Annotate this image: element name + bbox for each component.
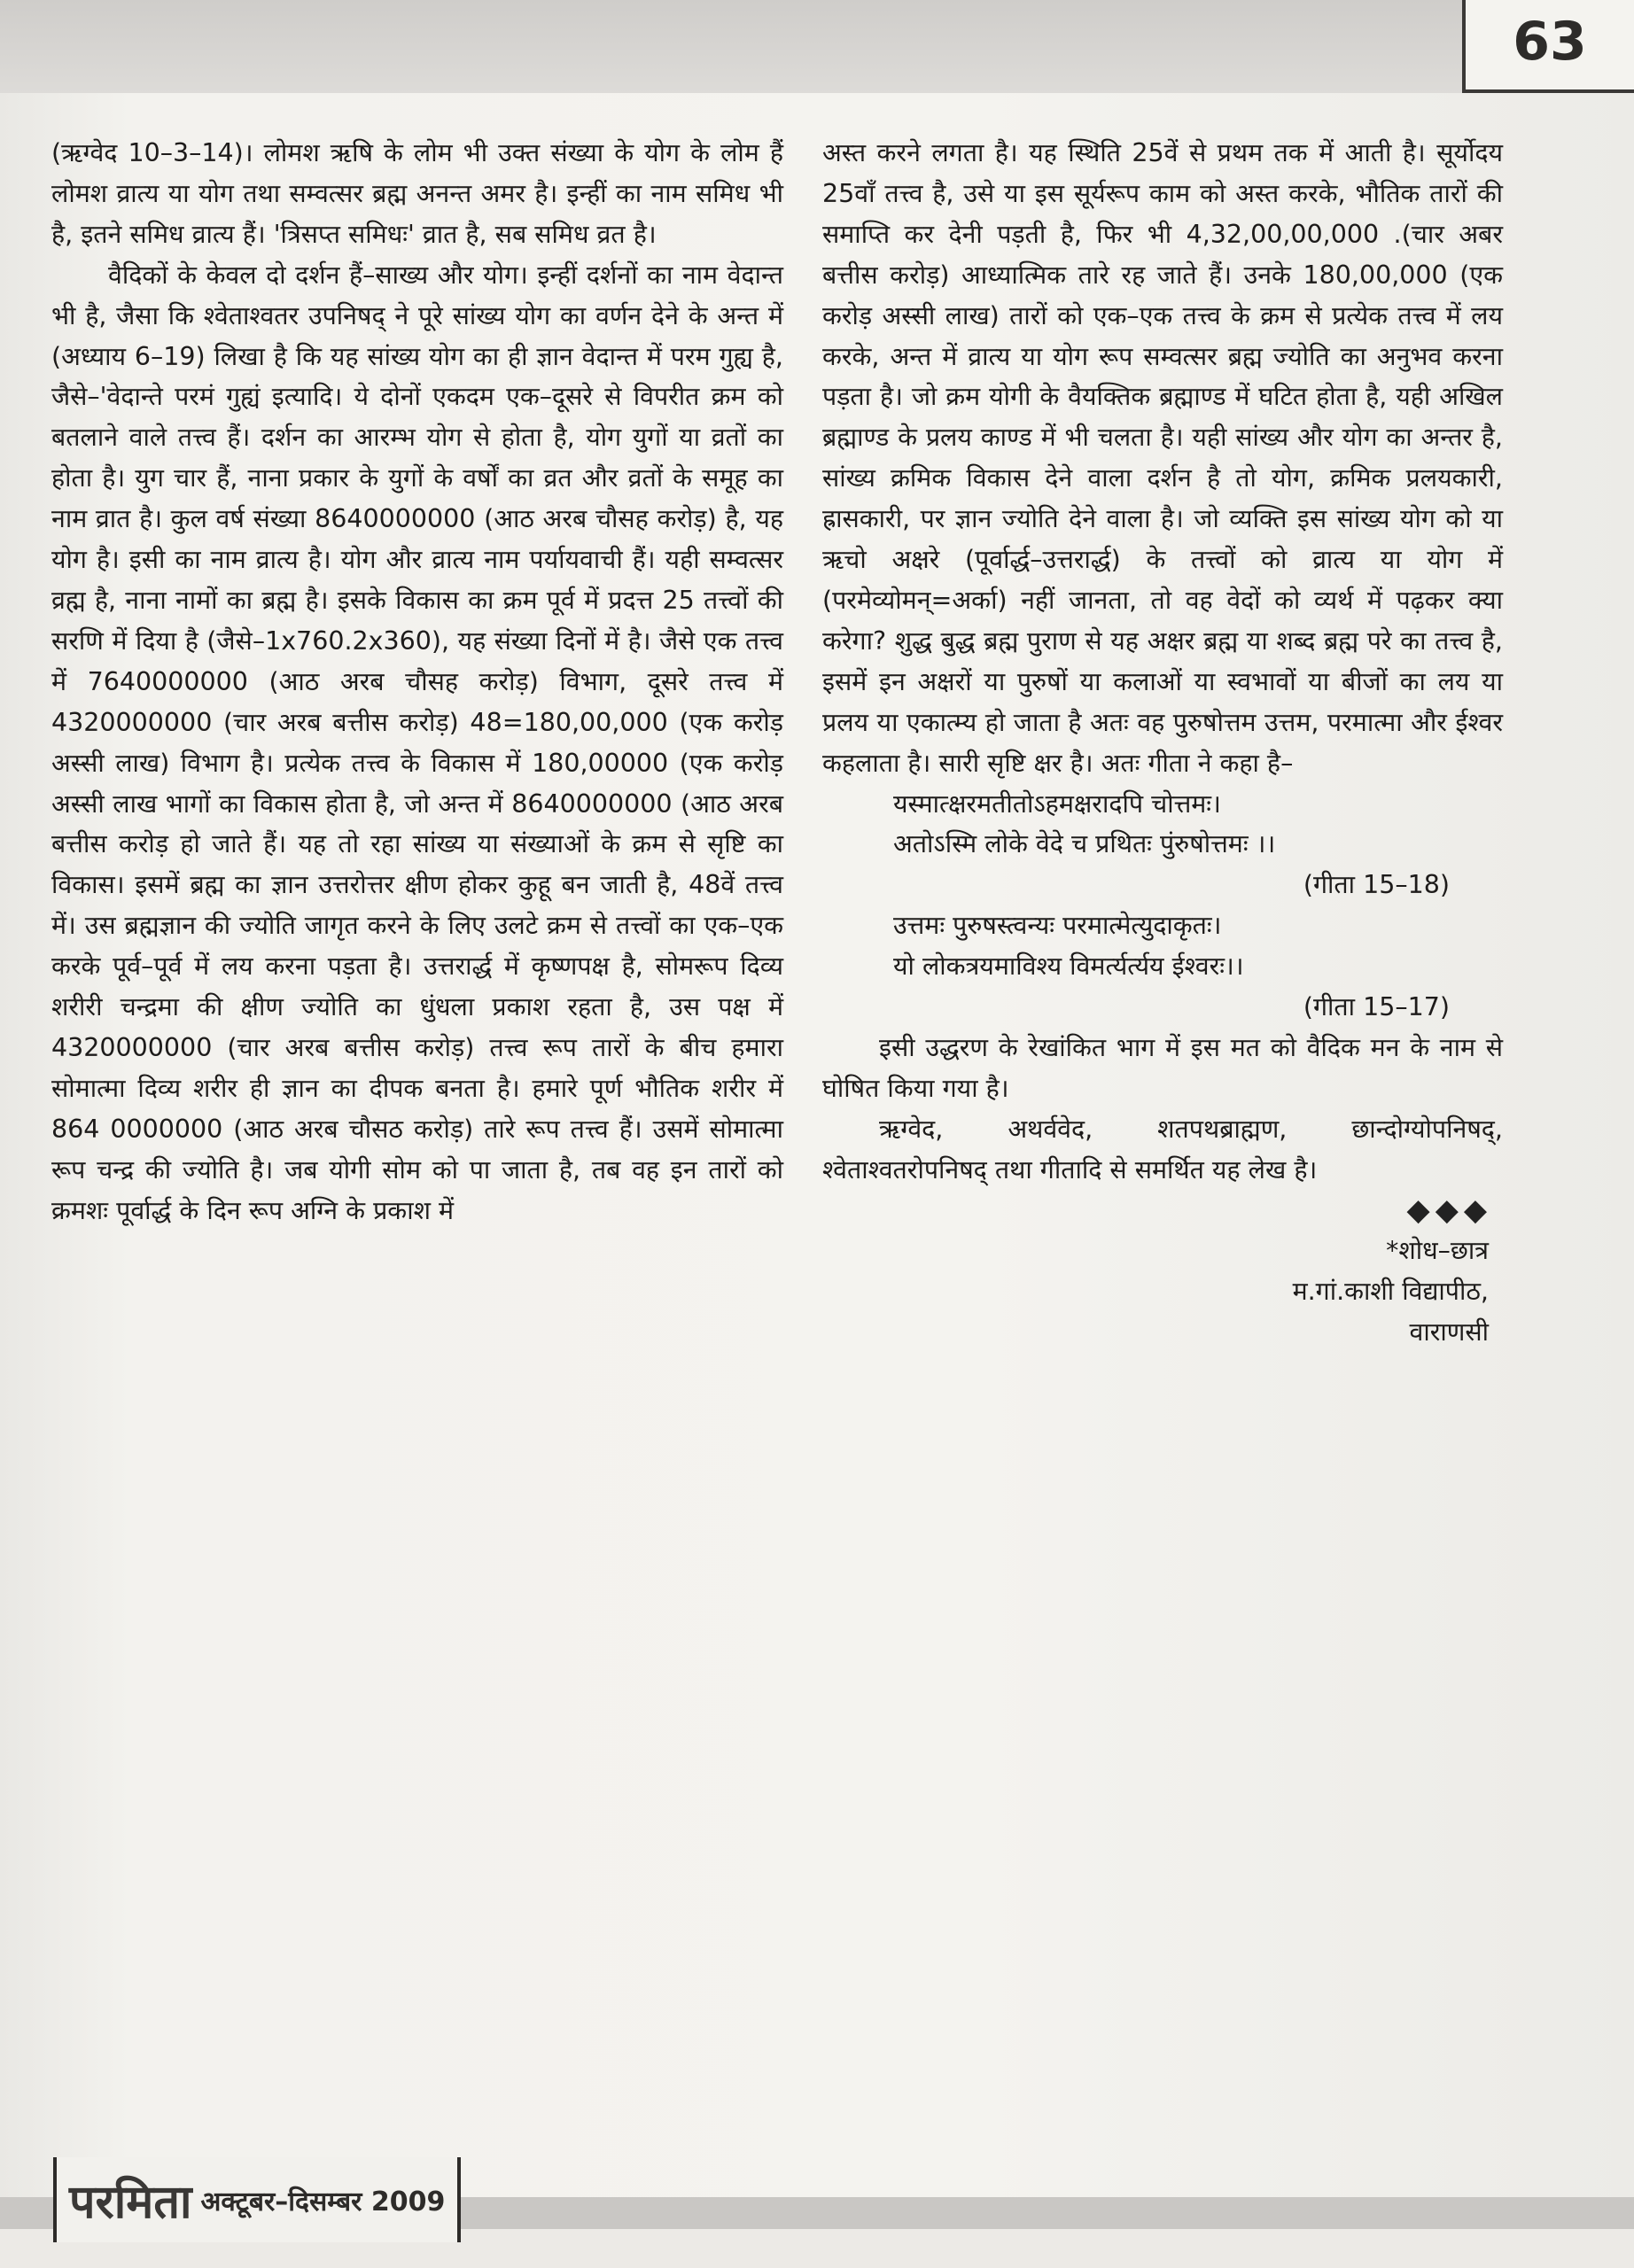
- issue-date: अक्टूबर–दिसम्बर 2009: [200, 2186, 446, 2218]
- closing-diamonds-icon: ◆◆◆: [1406, 1192, 1492, 1228]
- verse-reference: (गीता 15–17): [1303, 992, 1450, 1022]
- page-number-box: [1462, 0, 1634, 93]
- magazine-name: परमिता: [69, 2175, 192, 2229]
- verse-line: उत्तमः पुरुषस्त्वन्यः परमात्मेत्युदाकृतः।: [893, 911, 1222, 941]
- verse-line: अतोऽस्मि लोके वेदे च प्रथितः पुंरुषोत्तमः ।।: [893, 829, 1276, 859]
- paragraph: अस्त करने लगता है। यह स्थिति 25वें से प्रथम तक में आती है। सूर्योदय 25वाँ तत्त्व है, उसे या इस सूर्यरूप काम को अस्त करके, भौतिक तारों की समाप्ति कर देनी पड़ती है, फिर भी 4,32,00,00,000 .(चार अबर बत्तीस करोड़) आध्यात्मिक तारे रह जाते हैं। उनके 180,00,000 (एक करोड़ अस्सी लाख) तारों को एक–एक तत्त्व के क्रम से प्रत्येक तत्त्व में लय करके, अन्त में व्रात्य या योग रूप सम्वत्सर ब्रह्म ज्योति का अनुभव करना पड़ता है। जो क्रम योगी के वैयक्तिक ब्रह्माण्ड में घटित होता है, यही अखिल ब्रह्माण्ड के प्रलय काण्ड में भी चलता है। यही सांख्य और योग का अन्तर है, सांख्य क्रमिक विकास देने वाला दर्शन है तो योग, क्रमिक प्रलयकारी, ह्रासकारी, पर ज्ञान ज्योति देने वाला है। जो व्यक्ति इस सांख्य योग को या ऋचो अक्षरे (पूर्वार्द्ध–उत्तरार्द्ध) के तत्त्वों को व्रात्य या योग में (परमेव्योमन्=अर्का) नहीं जानता, तो वह वेदों को व्यर्थ में पढ़कर क्या करेगा? शुद्ध बुद्ध ब्रह्म पुराण से यह अक्षर ब्रह्म या शब्द ब्रह्म परे का तत्त्व है, इसमें इन अक्षरों या पुरुषों या कलाओं या स्वभावों या बीजों का लय या प्रलय या एकात्म्य हो जाता है अतः वह पुरुषोत्तम उत्तम, परमात्मा और ईश्वर कहलाता है। सारी सृष्टि क्षर है। अतः गीता ने कहा है–: [822, 138, 1503, 778]
- left-column: [51, 133, 783, 1231]
- author-city: वाराणसी: [1409, 1317, 1489, 1348]
- verse-line: यस्मात्क्षरमतीतोऽहमक्षरादपि चोत्तमः।: [893, 788, 1221, 819]
- page-number: 63: [1513, 11, 1587, 73]
- paragraph: वैदिकों के केवल दो दर्शन हैं–साख्य और योग। इन्हीं दर्शनों का नाम वेदान्त भी है, जैसा कि श्वेताश्वतर उपनिषद् ने पूरे सांख्य योग का वर्णन देने के अन्त में (अध्याय 6–19) लिखा है कि यह सांख्य योग का ही ज्ञान वेदान्त में परम गुह्य है, जैसे–'वेदान्ते परमं गुह्यं इत्यादि। ये दोनों एकदम एक–दूसरे से विपरीत क्रम को बतलाने वाले तत्त्व हैं। दर्शन का आरम्भ योग से होता है, योग युगों या व्रतों का होता है। युग चार हैं, नाना प्रकार के युगों के वर्षों का व्रत और व्रतों के समूह का नाम व्रात है। कुल वर्ष संख्या 8640000000 (आठ अरब चौसह करोड़) है, यह योग है। इसी का नाम व्रात्य है। योग और व्रात्य नाम पर्यायवाची हैं। यही सम्वत्सर व्रह्म है, नाना नामों का ब्रह्म है। इसके विकास का क्रम पूर्व में प्रदत्त 25 तत्त्वों की सरणि में दिया है (जैसे–1x760.2x360), यह संख्या दिनों में है। जैसे एक तत्त्व में 7640000000 (आठ अरब चौसह करोड़) विभाग, दूसरे तत्त्व में 4320000000 (चार अरब बत्तीस करोड़) 48=180,00,000 (एक करोड़ अस्सी लाख) विभाग है। प्रत्येक तत्त्व के विकास में 180,00000 (एक करोड़ अस्सी लाख भागों का विकास होता है, जो अन्त में 8640000000 (आठ अरब बत्तीस करोड़ हो जाते हैं। यह तो रहा सांख्य या संख्याओं के क्रम से सृष्टि का विकास। इसमें ब्रह्म का ज्ञान उत्तरोत्तर क्षीण होकर कुहू बन जाती है, 48वें तत्त्व में। उस ब्रह्मज्ञान की ज्योति जागृत करने के लिए उलटे क्रम से तत्त्वों का एक–एक करके पूर्व–पूर्व में लय करना पड़ता है। उत्तरार्द्ध में कृष्णपक्ष है, सोमरूप दिव्य शरीरी चन्द्रमा की क्षीण ज्योति का धुंधला प्रकाश रहता है, उस पक्ष में 4320000000 (चार अरब बत्तीस करोड़) तत्त्व रूप तारों के बीच हमारा सोमात्मा दिव्य शरीर ही ज्ञान का दीपक बनता है। हमारे पूर्ण भौतिक शरीर में 864 0000000 (आठ अरब चौसठ करोड़) तारे रूप तत्त्व हैं। उसमें सोमात्मा रूप चन्द्र की ज्योति है। जब योगी सोम को पा जाता है, तब वह इन तारों को क्रमशः पूर्वार्द्ध के दिन रूप अग्नि के प्रकाश में: [51, 260, 783, 1225]
- footer-masthead: [53, 2157, 461, 2242]
- author-affiliation: म.गां.काशी विद्यापीठ,: [1292, 1277, 1489, 1307]
- right-column: [822, 133, 1503, 1353]
- sources-paragraph: ऋग्वेद, अथर्ववेद, शतपथब्राह्मण, छान्दोग्योपनिषद्, श्वेताश्वतरोपनिषद् तथा गीतादि से समर्थित यह लेख है।: [822, 1114, 1503, 1184]
- verse-line: यो लोकत्रयमाविश्य विमर्त्यर्त्यय ईश्वरः।।: [893, 951, 1244, 982]
- paragraph: (ऋग्वेद 10–3–14)। लोमश ऋषि के लोम भी उक्त संख्या के योग के लोम हैं लोमश व्रात्य या योग तथा सम्वत्सर ब्रह्म अनन्त अमर है। इन्हीं का नाम समिध भी है, इतने समिध व्रात्य हैं। 'त्रिसप्त समिधः' व्रात है, सब समिध व्रत है।: [51, 138, 783, 249]
- verse-reference: (गीता 15–18): [1303, 870, 1450, 900]
- author-note: *शोध–छात्र: [1386, 1236, 1489, 1266]
- header-band: [0, 0, 1462, 93]
- conclusion-paragraph: इसी उद्धरण के रेखांकित भाग में इस मत को वैदिक मन के नाम से घोषित किया गया है।: [822, 1032, 1503, 1103]
